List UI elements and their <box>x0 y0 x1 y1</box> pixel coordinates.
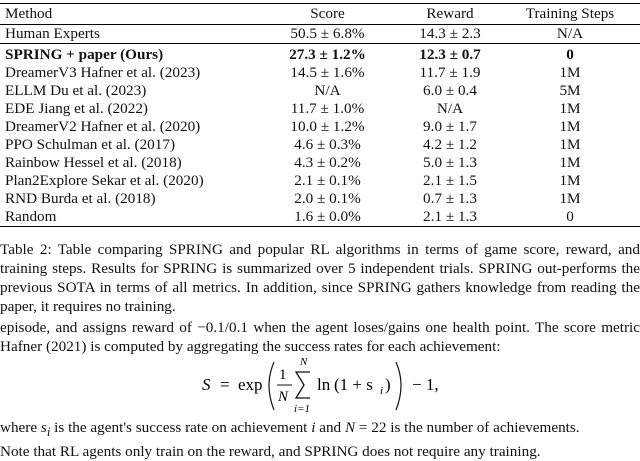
header-row <box>0 4 640 25</box>
cell-reward: 9.0 ± 1.7 <box>423 118 477 135</box>
table-row <box>0 190 640 208</box>
cell-score: 2.1 ± 0.1% <box>294 172 361 189</box>
cell-steps: 1M <box>559 118 581 135</box>
cell-reward: 6.0 ± 0.4 <box>423 82 477 99</box>
cell-steps: 1M <box>559 154 581 171</box>
cell-steps: 1M <box>559 136 581 153</box>
cell-method: Plan2Explore Sekar et al. (2020) <box>5 172 204 189</box>
eq-sum-bottom: i=1 <box>294 403 310 415</box>
para2-var-n: N <box>344 419 356 436</box>
para2-var-s-sub: i <box>46 425 51 440</box>
cell-reward: 12.3 ± 0.7 <box>419 46 481 63</box>
table-row <box>0 44 640 65</box>
cell-score: 11.7 ± 1.0% <box>290 100 365 117</box>
methods-group <box>0 44 640 227</box>
body-paragraph-2 <box>0 418 640 461</box>
cell-score: N/A <box>314 82 341 99</box>
para2-var-i: i <box>311 419 316 436</box>
para2-text-a: where <box>0 419 41 436</box>
cell-steps: 1M <box>559 172 581 189</box>
human-baseline-group <box>0 25 640 44</box>
cell-steps: 0 <box>566 46 574 63</box>
header-score: Score <box>255 4 400 25</box>
table-row <box>0 154 640 172</box>
cell-reward: 4.2 ± 1.2 <box>423 136 477 153</box>
cell-method: EDE Jiang et al. (2022) <box>5 100 148 117</box>
table-row <box>0 136 640 154</box>
table-row <box>0 64 640 82</box>
eq-right-paren <box>396 362 401 410</box>
cell-method: DreamerV3 Hafner et al. (2023) <box>5 64 201 81</box>
cell-steps: 1M <box>559 190 581 207</box>
cell-steps: N/A <box>500 25 640 44</box>
para3-text: Note that RL agents only train on the reward, and SPRING does not require any training. <box>0 443 541 461</box>
cell-method: Rainbow Hessel et al. (2018) <box>5 154 182 171</box>
cell-score: 4.3 ± 0.2% <box>294 154 361 171</box>
body-paragraph: episode, and assigns reward of −0.1/0.1 when the agent loses/gains one health point. The score metric Hafner (2021) is computed by aggregating the success rates for each achievement: <box>0 319 640 355</box>
cell-method: DreamerV2 Hafner et al. (2020) <box>5 118 201 135</box>
cell-method: Human Experts <box>0 25 255 44</box>
cell-score: 27.3 ± 1.2% <box>289 46 366 63</box>
eq-left-paren <box>269 362 274 410</box>
cell-method: SPRING + paper (Ours) <box>5 46 164 63</box>
caption-text: Table comparing SPRING and popular RL algorithms in terms of game score, reward, and training steps. Results for SPRING is summarized over 5 independent trials. SPRING out-performs the previous SOTA in terms of all metrics. In addition, since SPRING gathers knowledge from reading the paper, it requires no training. <box>0 241 640 315</box>
para2-text-d: = 22 is the number of achievements. <box>355 419 580 436</box>
eq-numerator: 1 <box>279 367 287 383</box>
cell-score: 4.6 ± 0.3% <box>294 136 361 153</box>
cell-reward: 14.3 ± 2.3 <box>400 25 500 44</box>
eq-ln: ln <box>317 375 331 394</box>
cell-reward: 11.7 ± 1.9 <box>419 64 481 81</box>
caption-label: Table 2: <box>0 241 52 258</box>
header-reward: Reward <box>400 4 500 25</box>
para2-text-b: is the agent's success rate on achievement <box>50 419 312 436</box>
cell-method: RND Burda et al. (2018) <box>5 190 156 207</box>
table-row <box>0 82 640 100</box>
results-table <box>0 3 640 227</box>
eq-denominator: N <box>278 389 289 405</box>
eq-equals: = <box>220 375 230 394</box>
score-equation <box>200 354 500 416</box>
eq-sum-top: N <box>300 356 308 368</box>
cell-reward: 2.1 ± 1.5 <box>423 172 477 189</box>
table-caption <box>0 240 640 316</box>
eq-subscript: i <box>380 385 384 397</box>
para2-var-s: s <box>40 419 47 436</box>
cell-score: 1.6 ± 0.0% <box>255 208 400 227</box>
cell-score: 2.0 ± 0.1% <box>294 190 361 207</box>
cell-steps: 1M <box>559 64 581 81</box>
eq-exp: exp <box>238 375 263 394</box>
cell-reward: N/A <box>436 100 464 117</box>
cell-score: 50.5 ± 6.8% <box>255 25 400 44</box>
cell-method: PPO Schulman et al. (2017) <box>5 136 175 153</box>
cell-steps: 1M <box>559 100 581 117</box>
cell-steps: 0 <box>500 208 640 227</box>
table-row-human <box>0 25 640 44</box>
table-row <box>0 208 640 227</box>
cell-method: ELLM Du et al. (2023) <box>5 82 147 99</box>
table-row <box>0 100 640 118</box>
table-row <box>0 172 640 190</box>
cell-method: Random <box>0 208 255 227</box>
cell-score: 10.0 ± 1.2% <box>290 118 365 135</box>
cell-score: 14.5 ± 1.6% <box>290 64 365 81</box>
cell-reward: 2.1 ± 1.3 <box>400 208 500 227</box>
cell-steps: 5M <box>559 82 581 99</box>
cell-reward: 5.0 ± 1.3 <box>423 154 477 171</box>
header-method: Method <box>0 4 255 25</box>
table-header <box>0 4 640 25</box>
cell-reward: 0.7 ± 1.3 <box>423 190 477 207</box>
eq-tail: − 1, <box>412 375 439 394</box>
para2-text-c: and <box>315 419 345 436</box>
header-training-steps: Training Steps <box>500 4 640 25</box>
eq-close: ) <box>385 375 391 394</box>
eq-term: (1 + s <box>334 375 373 394</box>
table-row <box>0 118 640 136</box>
eq-sum-sign <box>296 372 310 398</box>
eq-lhs: S <box>202 375 211 394</box>
